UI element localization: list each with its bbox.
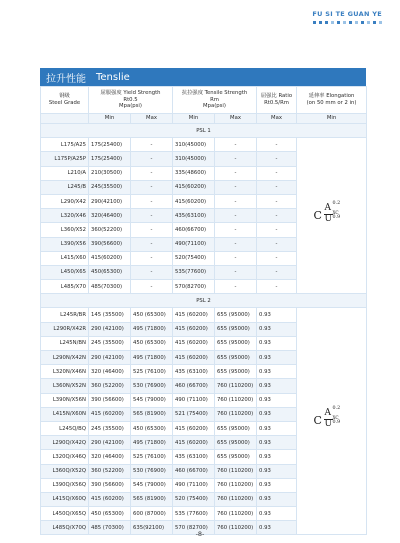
steel-grade: L245/B: [41, 180, 89, 194]
yield-min: 320 (46400): [89, 365, 131, 379]
tensile-min: 335(48600): [173, 166, 215, 180]
ratio: -: [257, 237, 297, 251]
tensile-table: [40, 86, 367, 535]
tensile-max: -: [215, 138, 257, 152]
ratio: -: [257, 180, 297, 194]
yield-max: 565 (81900): [131, 407, 173, 421]
yield-min: 390 (56600): [89, 393, 131, 407]
ratio: 0.93: [257, 365, 297, 379]
tensile-max: -: [215, 251, 257, 265]
yield-min: 145 (35500): [89, 308, 131, 322]
table-row: [41, 138, 367, 152]
section-title: [40, 68, 366, 86]
yield-min: 175(25400): [89, 152, 131, 166]
steel-grade: L360N/X52N: [41, 379, 89, 393]
steel-grade: L210/A: [41, 166, 89, 180]
steel-grade: L245N/BN: [41, 336, 89, 350]
psl2-label-row: [41, 294, 367, 308]
psl2-label: PSL 2: [41, 294, 367, 308]
steel-grade: L175/A25: [41, 138, 89, 152]
section-title-zh: 拉升性能: [46, 73, 86, 85]
yield-max: -: [131, 138, 173, 152]
yield-min: 175(25400): [89, 138, 131, 152]
yield-max: -: [131, 223, 173, 237]
tensile-max: -: [215, 194, 257, 208]
steel-grade: L360Q/X52Q: [41, 464, 89, 478]
steel-grade: L290R/X42R: [41, 322, 89, 336]
yield-min: 360 (52200): [89, 379, 131, 393]
header-tensile-min: Min: [173, 114, 215, 124]
tensile-min: 460 (66700): [173, 464, 215, 478]
ratio: -: [257, 280, 297, 294]
steel-grade: L245R/BR: [41, 308, 89, 322]
tensile-min: 570 (82700): [173, 521, 215, 535]
tensile-max: 655 (95000): [215, 436, 257, 450]
ratio: -: [257, 265, 297, 279]
ratio: 0.93: [257, 450, 297, 464]
yield-max: 495 (71800): [131, 436, 173, 450]
tensile-min: 435 (63100): [173, 450, 215, 464]
formula-exp-bottom: 0.9: [332, 420, 341, 426]
formula-exp-top: 0.2: [332, 406, 341, 412]
yield-min: 485(70300): [89, 280, 131, 294]
yield-max: -: [131, 152, 173, 166]
header-ratio: 屈强比 Ratio Rt0.5/Rm: [257, 87, 297, 114]
yield-max: -: [131, 209, 173, 223]
yield-min: 450 (65300): [89, 507, 131, 521]
tensile-max: 655 (95000): [215, 351, 257, 365]
tensile-max: 655 (95000): [215, 450, 257, 464]
tensile-min: 415(60200): [173, 180, 215, 194]
yield-max: 600 (87000): [131, 507, 173, 521]
steel-grade: L390N/X56N: [41, 393, 89, 407]
yield-min: 320(46400): [89, 209, 131, 223]
tensile-max: -: [215, 180, 257, 194]
yield-max: 450 (65300): [131, 421, 173, 435]
ratio: 0.93: [257, 478, 297, 492]
yield-max: -: [131, 166, 173, 180]
steel-grade: L245Q/BQ: [41, 421, 89, 435]
yield-min: 245 (35500): [89, 336, 131, 350]
yield-min: 415 (60200): [89, 492, 131, 506]
ratio: 0.93: [257, 521, 297, 535]
steel-grade: L485/X70: [41, 280, 89, 294]
tensile-min: 570(82700): [173, 280, 215, 294]
header-tensile-max: Max: [215, 114, 257, 124]
steel-grade: L390/X56: [41, 237, 89, 251]
tensile-max: 760 (110200): [215, 407, 257, 421]
psl1-label: PSL 1: [41, 124, 367, 138]
yield-min: 450(65300): [89, 265, 131, 279]
steel-grade: L290N/X42N: [41, 351, 89, 365]
tensile-max: 655 (95000): [215, 322, 257, 336]
tensile-min: 415 (60200): [173, 351, 215, 365]
formula-xc: XC: [332, 415, 339, 421]
yield-max: 530 (76900): [131, 464, 173, 478]
yield-max: 635(92100): [131, 521, 173, 535]
formula-fraction-bar: [324, 214, 333, 215]
tensile-max: -: [215, 223, 257, 237]
ratio: -: [257, 194, 297, 208]
ratio: 0.93: [257, 407, 297, 421]
steel-grade: L450Q/X65Q: [41, 507, 89, 521]
tensile-min: 415 (60200): [173, 322, 215, 336]
brand-name: FU SI TE GUAN YE: [312, 10, 382, 18]
yield-min: 245(35500): [89, 180, 131, 194]
header-yield-min: Min: [89, 114, 131, 124]
steel-grade: L320N/X46N: [41, 365, 89, 379]
ratio: -: [257, 166, 297, 180]
yield-max: -: [131, 194, 173, 208]
formula-a: A: [324, 408, 332, 419]
tensile-min: 415 (60200): [173, 436, 215, 450]
tensile-min: 520 (75400): [173, 492, 215, 506]
header-tensile: 抗拉强度 Tensile Strength Rm Mpa(psi): [173, 87, 257, 114]
yield-min: 415 (60200): [89, 407, 131, 421]
ratio: 0.93: [257, 436, 297, 450]
tensile-max: 760 (110200): [215, 478, 257, 492]
elongation-formula-cell: [297, 308, 367, 535]
tensile-min: 310(45000): [173, 138, 215, 152]
ratio: -: [257, 209, 297, 223]
yield-min: 360 (52200): [89, 464, 131, 478]
tensile-min: 521 (75400): [173, 407, 215, 421]
steel-grade: L485Q/X70Q: [41, 521, 89, 535]
tensile-min: 415 (60200): [173, 336, 215, 350]
tensile-max: -: [215, 209, 257, 223]
yield-max: 545 (79000): [131, 393, 173, 407]
brand-dots: [313, 21, 382, 24]
ratio: 0.93: [257, 351, 297, 365]
formula-u: U: [324, 419, 333, 430]
yield-max: 450 (65300): [131, 308, 173, 322]
header-ratio-max: Max: [257, 114, 297, 124]
formula-fraction-bar: [324, 419, 333, 420]
steel-grade: L415N/X60N: [41, 407, 89, 421]
steel-grade: L360/X52: [41, 223, 89, 237]
ratio: 0.93: [257, 393, 297, 407]
yield-max: -: [131, 280, 173, 294]
yield-max: 495 (71800): [131, 351, 173, 365]
formula-a: A: [324, 202, 332, 213]
tensile-max: 760 (110200): [215, 521, 257, 535]
tensile-max: -: [215, 265, 257, 279]
yield-min: 320 (46400): [89, 450, 131, 464]
yield-max: 495 (71800): [131, 322, 173, 336]
ratio: -: [257, 152, 297, 166]
ratio: -: [257, 223, 297, 237]
ratio: 0.93: [257, 308, 297, 322]
ratio: -: [257, 138, 297, 152]
formula-c: C: [313, 208, 322, 222]
header-yield: 屈服强度 Yield Strength Rt0.5 Mpa(psi): [89, 87, 173, 114]
ratio: 0.93: [257, 336, 297, 350]
tensile-max: 655 (95000): [215, 336, 257, 350]
tensile-min: 490 (71100): [173, 393, 215, 407]
tensile-min: 435 (63100): [173, 365, 215, 379]
tensile-max: -: [215, 280, 257, 294]
tensile-min: 490(71100): [173, 237, 215, 251]
yield-min: 360(52200): [89, 223, 131, 237]
steel-grade: L450/X65: [41, 265, 89, 279]
formula-xc: XC: [332, 209, 339, 215]
yield-min: 210(30500): [89, 166, 131, 180]
tensile-min: 460 (66700): [173, 379, 215, 393]
header-yield-max: Max: [131, 114, 173, 124]
tensile-max: 760 (110200): [215, 393, 257, 407]
tensile-max: -: [215, 166, 257, 180]
steel-grade: L415/X60: [41, 251, 89, 265]
tensile-min: 415 (60200): [173, 421, 215, 435]
steel-grade: L415Q/X60Q: [41, 492, 89, 506]
steel-grade: L290Q/X42Q: [41, 436, 89, 450]
page-number: -8-: [195, 530, 205, 538]
yield-min: 390 (56600): [89, 478, 131, 492]
yield-max: 525 (76100): [131, 450, 173, 464]
yield-max: 545 (79000): [131, 478, 173, 492]
tensile-max: 760 (110200): [215, 379, 257, 393]
steel-grade: L320/X46: [41, 209, 89, 223]
header-elongation: 延伸率 Elongation (on 50 mm or 2 in): [297, 87, 367, 114]
steel-grade: L390Q/X56Q: [41, 478, 89, 492]
elongation-formula: [312, 201, 352, 229]
tensile-min: 535(77600): [173, 265, 215, 279]
tensile-max: 655 (95000): [215, 308, 257, 322]
ratio: 0.93: [257, 507, 297, 521]
yield-min: 290 (42100): [89, 436, 131, 450]
yield-min: 245 (35500): [89, 421, 131, 435]
yield-min: 290(42100): [89, 194, 131, 208]
tensile-min: 415(60200): [173, 194, 215, 208]
tensile-max: 655 (95000): [215, 365, 257, 379]
ratio: 0.93: [257, 464, 297, 478]
formula-c: C: [313, 414, 322, 428]
ratio: 0.93: [257, 492, 297, 506]
elongation-formula: [312, 406, 352, 434]
yield-min: 390(56600): [89, 237, 131, 251]
tensile-max: 655 (95000): [215, 421, 257, 435]
header-elong-min: Min: [297, 114, 367, 124]
yield-max: -: [131, 265, 173, 279]
ratio: -: [257, 251, 297, 265]
ratio: 0.93: [257, 421, 297, 435]
ratio: 0.93: [257, 379, 297, 393]
tensile-max: 760 (110200): [215, 507, 257, 521]
psl1-label-row: [41, 124, 367, 138]
yield-max: -: [131, 251, 173, 265]
yield-min: 290 (42100): [89, 351, 131, 365]
tensile-min: 415 (60200): [173, 308, 215, 322]
tensile-min: 310(45000): [173, 152, 215, 166]
tensile-max: -: [215, 237, 257, 251]
yield-max: 525 (76100): [131, 365, 173, 379]
tensile-min: 520(75400): [173, 251, 215, 265]
formula-u: U: [324, 213, 333, 224]
table-row: [41, 308, 367, 322]
header-minmax-row: [41, 114, 367, 124]
steel-grade: L290/X42: [41, 194, 89, 208]
yield-max: -: [131, 180, 173, 194]
tensile-max: -: [215, 152, 257, 166]
yield-min: 415(60200): [89, 251, 131, 265]
tensile-max: 760 (110200): [215, 492, 257, 506]
yield-max: -: [131, 237, 173, 251]
yield-max: 530 (76900): [131, 379, 173, 393]
formula-exp-bottom: 0.9: [332, 214, 341, 220]
tensile-min: 535 (77600): [173, 507, 215, 521]
header-row: [41, 87, 367, 114]
ratio: 0.93: [257, 322, 297, 336]
tensile-max: 760 (110200): [215, 464, 257, 478]
steel-grade: L320Q/X46Q: [41, 450, 89, 464]
yield-min: 485 (70300): [89, 521, 131, 535]
steel-grade: L175P/A25P: [41, 152, 89, 166]
section-title-en: Tenslie: [96, 71, 130, 83]
yield-max: 565 (81900): [131, 492, 173, 506]
formula-exp-top: 0.2: [332, 200, 341, 206]
yield-min: 290 (42100): [89, 322, 131, 336]
tensile-min: 460(66700): [173, 223, 215, 237]
tensile-min: 490 (71100): [173, 478, 215, 492]
header-steel-grade: 钢级 Steel Grade: [41, 87, 89, 114]
tensile-min: 435(63100): [173, 209, 215, 223]
elongation-formula-cell: [297, 138, 367, 294]
yield-max: 450 (65300): [131, 336, 173, 350]
